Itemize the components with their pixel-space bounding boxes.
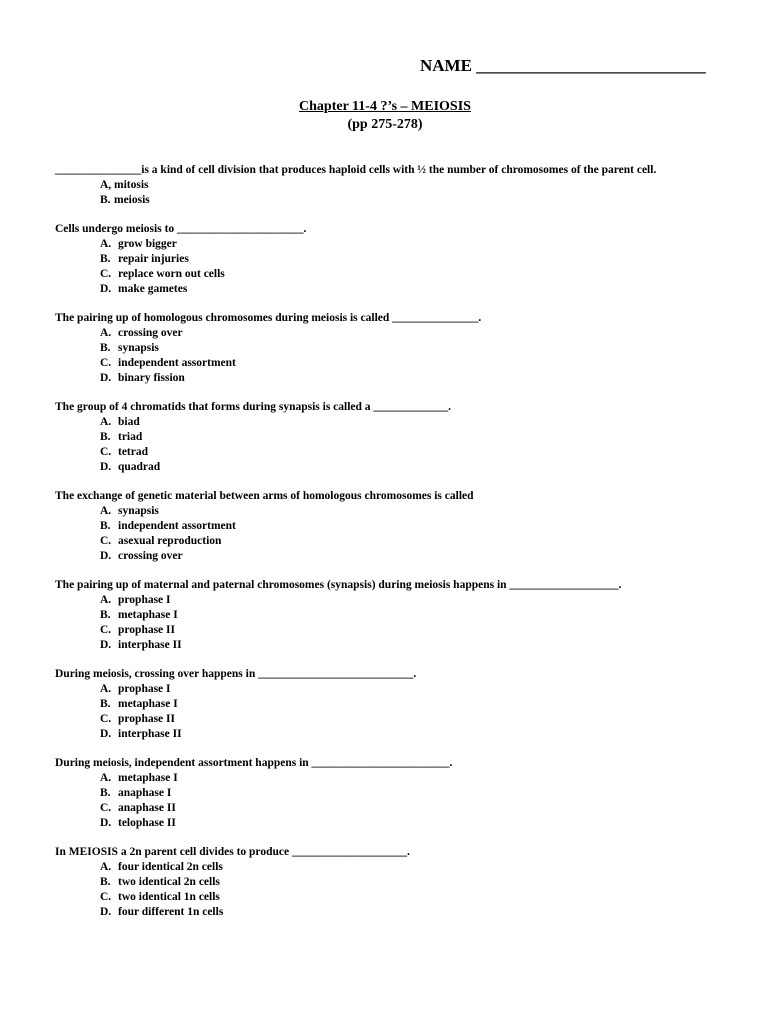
option-text: anaphase I — [118, 787, 172, 799]
option-text: metaphase I — [118, 772, 178, 784]
answer-option — [100, 816, 745, 831]
question-stem: The pairing up of homologous chromosomes during meiosis is called _______________. — [55, 312, 482, 324]
option-letter: C. — [100, 624, 112, 636]
option-text: biad — [118, 416, 140, 428]
answer-option — [100, 178, 745, 193]
option-text: crossing over — [118, 550, 183, 562]
answer-options — [55, 593, 745, 653]
option-letter: B. — [100, 698, 111, 710]
answer-option — [100, 460, 745, 475]
option-text: interphase II — [118, 639, 182, 651]
option-text: interphase II — [118, 728, 182, 740]
option-letter: C. — [100, 713, 112, 725]
question-2 — [55, 222, 745, 297]
answer-options — [55, 504, 745, 564]
question-stem: The pairing up of maternal and paternal chromosomes (synapsis) during meiosis happens in ___________________. — [55, 579, 622, 591]
question-9 — [55, 845, 745, 920]
option-letter: D. — [100, 817, 112, 829]
option-text: triad — [118, 431, 143, 443]
option-letter: D. — [100, 639, 112, 651]
answer-option — [100, 786, 745, 801]
option-text: four identical 2n cells — [118, 861, 223, 873]
question-stem: The group of 4 chromatids that forms during synapsis is called a _____________. — [55, 401, 452, 413]
option-text: synapsis — [118, 505, 159, 517]
question-5 — [55, 489, 745, 564]
option-letter: B. — [100, 253, 111, 265]
question-stem: In MEIOSIS a 2n parent cell divides to produce ____________________. — [55, 846, 410, 858]
answer-options — [55, 415, 745, 475]
question-6 — [55, 578, 745, 653]
answer-option — [100, 682, 745, 697]
option-letter: B. — [100, 431, 111, 443]
option-letter: B. — [100, 342, 111, 354]
answer-options — [55, 326, 745, 386]
option-text: make gametes — [118, 283, 188, 295]
option-text: independent assortment — [118, 357, 236, 369]
option-text: meiosis — [114, 194, 150, 206]
question-4 — [55, 400, 745, 475]
answer-option — [100, 608, 745, 623]
option-text: quadrad — [118, 461, 161, 473]
option-text: synapsis — [118, 342, 159, 354]
option-text: prophase II — [118, 624, 175, 636]
answer-option — [100, 371, 745, 386]
option-text: mitosis — [114, 179, 149, 191]
answer-option — [100, 430, 745, 445]
question-stem: Cells undergo meiosis to ______________________. — [55, 223, 307, 235]
option-letter: A, — [100, 179, 112, 191]
option-text: four different 1n cells — [118, 906, 224, 918]
question-stem: During meiosis, crossing over happens in ___________________________. — [55, 668, 417, 680]
answer-options — [55, 237, 745, 297]
option-letter: A. — [100, 327, 112, 339]
answer-option — [100, 875, 745, 890]
option-letter: D. — [100, 728, 112, 740]
answer-option — [100, 727, 745, 742]
option-text: two identical 1n cells — [118, 891, 220, 903]
answer-option — [100, 252, 745, 267]
option-letter: A. — [100, 861, 112, 873]
answer-option — [100, 341, 745, 356]
question-7 — [55, 667, 745, 742]
answer-option — [100, 697, 745, 712]
option-text: tetrad — [118, 446, 149, 458]
option-letter: C. — [100, 535, 112, 547]
option-letter: C. — [100, 357, 112, 369]
option-text: telophase II — [118, 817, 176, 829]
option-text: prophase I — [118, 594, 171, 606]
answer-option — [100, 237, 745, 252]
option-letter: D. — [100, 283, 112, 295]
option-letter: C. — [100, 268, 112, 280]
option-letter: A. — [100, 772, 112, 784]
option-letter: D. — [100, 461, 112, 473]
option-text: prophase I — [118, 683, 171, 695]
option-letter: B. — [100, 520, 111, 532]
answer-options — [55, 178, 745, 208]
answer-option — [100, 549, 745, 564]
question-stem: During meiosis, independent assortment happens in ________________________. — [55, 757, 453, 769]
option-text: prophase II — [118, 713, 175, 725]
option-text: repair injuries — [118, 253, 189, 265]
option-text: independent assortment — [118, 520, 236, 532]
answer-option — [100, 905, 745, 920]
option-letter: C. — [100, 446, 112, 458]
option-text: crossing over — [118, 327, 183, 339]
answer-option — [100, 326, 745, 341]
answer-option — [100, 771, 745, 786]
worksheet-title — [0, 98, 770, 134]
option-text: asexual reproduction — [118, 535, 222, 547]
answer-option — [100, 623, 745, 638]
answer-option — [100, 712, 745, 727]
answer-option — [100, 534, 745, 549]
answer-option — [100, 356, 745, 371]
answer-option — [100, 504, 745, 519]
page-range: (pp 275-278) — [347, 117, 423, 132]
answer-options — [55, 682, 745, 742]
answer-option — [100, 415, 745, 430]
question-8 — [55, 756, 745, 831]
answer-option — [100, 267, 745, 282]
question-stem: _______________is a kind of cell division that produces haploid cells with ½ the number of chromosomes of the parent cell. — [55, 164, 657, 176]
option-letter: C. — [100, 802, 112, 814]
answer-option — [100, 638, 745, 653]
name-field-label: NAME ___________________________ — [420, 56, 706, 75]
answer-option — [100, 890, 745, 905]
option-letter: A. — [100, 594, 112, 606]
option-letter: A. — [100, 505, 112, 517]
option-letter: D. — [100, 372, 112, 384]
option-letter: C. — [100, 891, 112, 903]
option-letter: A. — [100, 416, 112, 428]
answer-option — [100, 801, 745, 816]
answer-options — [55, 771, 745, 831]
option-letter: B. — [100, 787, 111, 799]
question-stem: The exchange of genetic material between arms of homologous chromosomes is called — [55, 490, 474, 502]
question-3 — [55, 311, 745, 386]
option-letter: A. — [100, 683, 112, 695]
option-text: replace worn out cells — [118, 268, 225, 280]
option-text: metaphase I — [118, 609, 178, 621]
option-text: binary fission — [118, 372, 185, 384]
option-letter: B. — [100, 609, 111, 621]
option-letter: D. — [100, 906, 112, 918]
answer-option — [100, 193, 745, 208]
option-letter: D. — [100, 550, 112, 562]
answer-option — [100, 860, 745, 875]
option-text: grow bigger — [118, 238, 177, 250]
chapter-title: Chapter 11-4 ?’s – MEIOSIS — [299, 99, 471, 114]
option-letter: B. — [100, 876, 111, 888]
answer-option — [100, 445, 745, 460]
answer-option — [100, 282, 745, 297]
option-text: two identical 2n cells — [118, 876, 220, 888]
answer-option — [100, 593, 745, 608]
option-text: metaphase I — [118, 698, 178, 710]
option-text: anaphase II — [118, 802, 176, 814]
question-1 — [55, 163, 745, 208]
answer-option — [100, 519, 745, 534]
option-letter: B. — [100, 194, 111, 206]
option-letter: A. — [100, 238, 112, 250]
answer-options — [55, 860, 745, 920]
